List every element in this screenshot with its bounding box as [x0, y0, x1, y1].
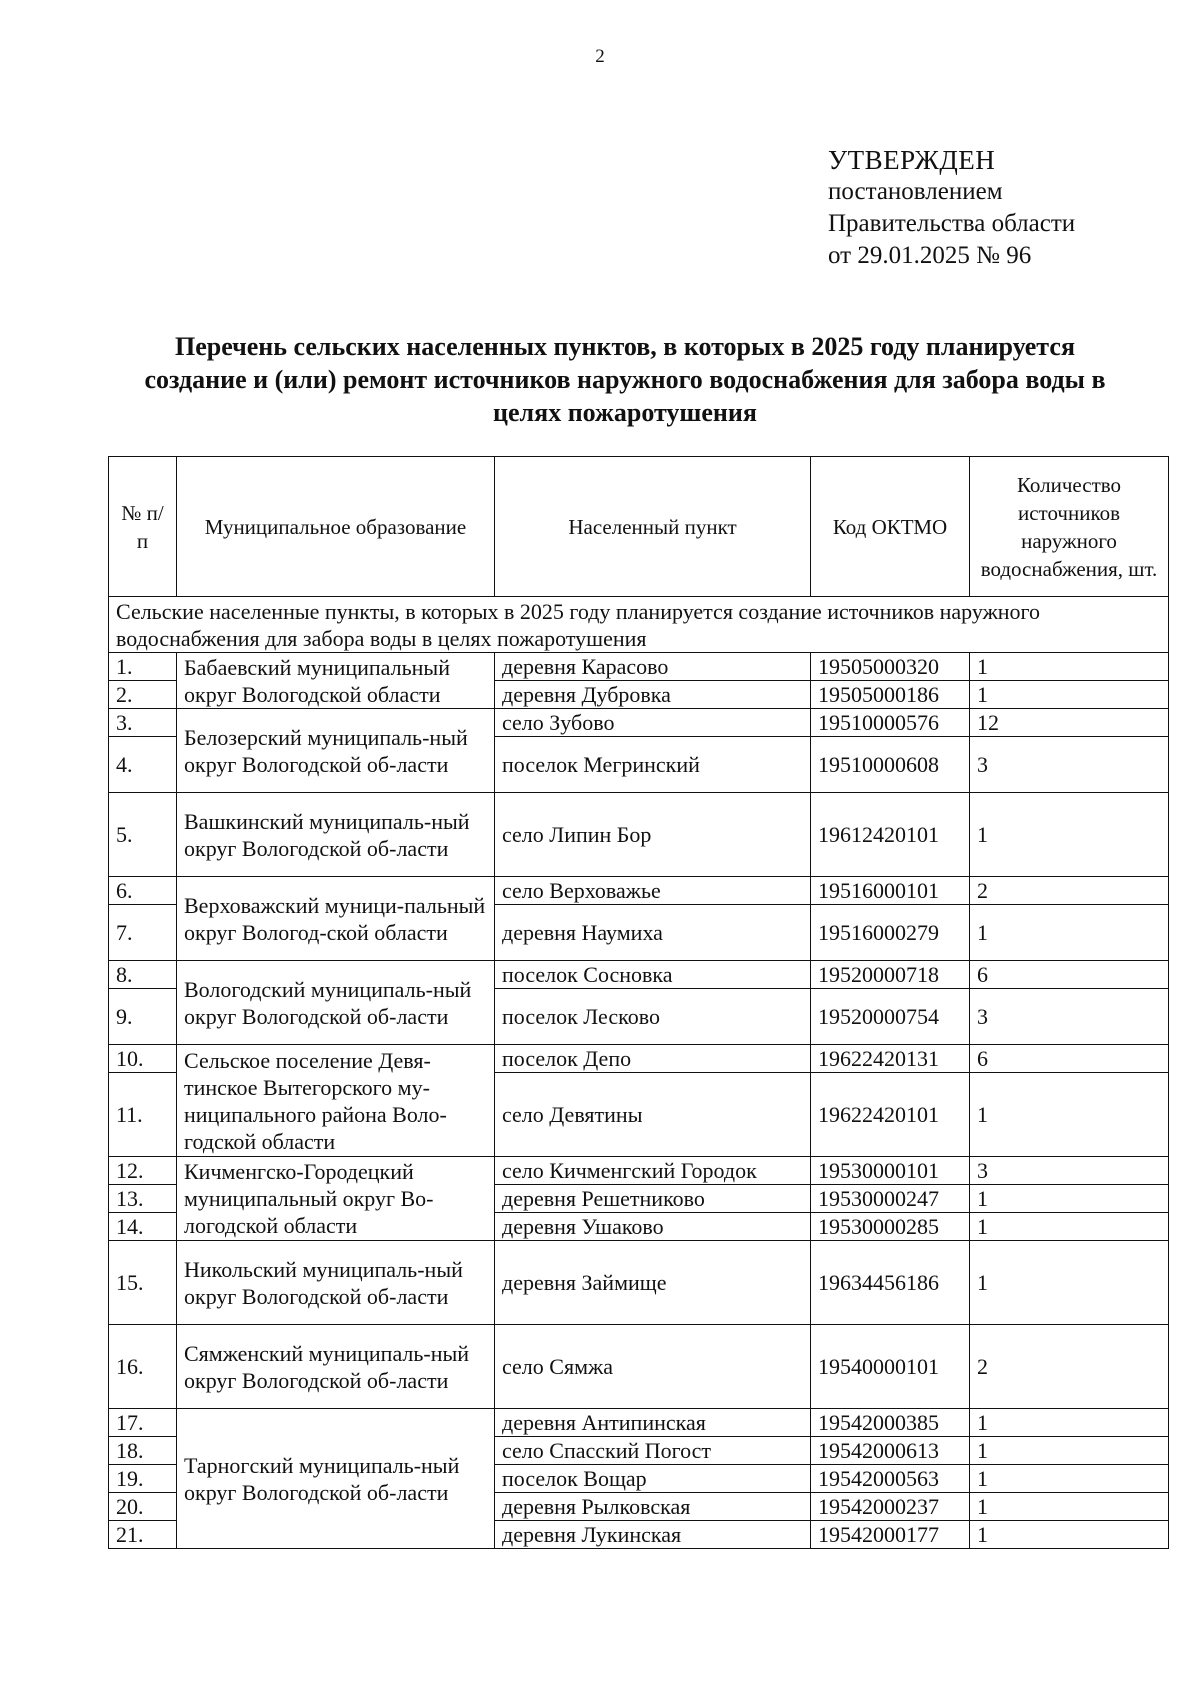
oktmo-cell: 19612420101 [811, 793, 970, 877]
count-cell: 1 [970, 1241, 1169, 1325]
count-cell: 12 [970, 709, 1169, 737]
document-title: Перечень сельских населенных пунктов, в которых в 2025 году планируется создание и (или) ремонт источников наружного водоснабжения для забора воды в целях пожаротушения [144, 332, 1106, 427]
header-num: № п/п [109, 457, 177, 597]
count-cell: 1 [970, 681, 1169, 709]
settlement-cell: деревня Рылковская [495, 1493, 811, 1521]
count-cell: 1 [970, 1493, 1169, 1521]
approval-line: постановлением [828, 178, 1003, 205]
row-num: 19. [109, 1465, 177, 1493]
settlements-table [108, 456, 1169, 1549]
settlement-cell: село Зубово [495, 709, 811, 737]
count-cell: 1 [970, 1073, 1169, 1157]
municipality-cell: Вологодский муниципаль-ный округ Вологодской об-ласти [177, 961, 495, 1045]
row-num: 17. [109, 1409, 177, 1437]
count-cell: 2 [970, 877, 1169, 905]
row-num: 3. [109, 709, 177, 737]
oktmo-cell: 19634456186 [811, 1241, 970, 1325]
count-cell: 3 [970, 1157, 1169, 1185]
municipality-cell: Белозерский муниципаль-ный округ Вологодской об-ласти [177, 709, 495, 793]
row-num: 11. [109, 1073, 177, 1157]
settlement-cell: поселок Сосновка [495, 961, 811, 989]
oktmo-cell: 19542000237 [811, 1493, 970, 1521]
header-settlement: Населенный пункт [495, 457, 811, 597]
row-num: 16. [109, 1325, 177, 1409]
count-cell: 3 [970, 737, 1169, 793]
row-num: 2. [109, 681, 177, 709]
oktmo-cell: 19542000563 [811, 1465, 970, 1493]
approval-line: от 29.01.2025 № 96 [828, 242, 1032, 269]
count-cell: 1 [970, 1465, 1169, 1493]
settlement-cell: деревня Антипинская [495, 1409, 811, 1437]
settlement-cell: поселок Лесково [495, 989, 811, 1045]
settlement-cell: деревня Дубровка [495, 681, 811, 709]
settlement-cell: деревня Решетниково [495, 1185, 811, 1213]
table-row [109, 1241, 1169, 1325]
header-oktmo: Код ОКТМО [811, 457, 970, 597]
settlement-cell: деревня Ушаково [495, 1213, 811, 1241]
approval-title: УТВЕРЖДЕН [828, 145, 996, 175]
oktmo-cell: 19520000718 [811, 961, 970, 989]
count-cell: 2 [970, 1325, 1169, 1409]
row-num: 18. [109, 1437, 177, 1465]
count-cell: 6 [970, 1045, 1169, 1073]
row-num: 10. [109, 1045, 177, 1073]
row-num: 14. [109, 1213, 177, 1241]
table-row [109, 1409, 1169, 1437]
table-row [109, 653, 1169, 681]
settlement-cell: село Кичменгский Городок [495, 1157, 811, 1185]
oktmo-cell: 19520000754 [811, 989, 970, 1045]
count-cell: 1 [970, 1409, 1169, 1437]
table-row [109, 709, 1169, 737]
page-number: 2 [595, 46, 605, 67]
oktmo-cell: 19530000247 [811, 1185, 970, 1213]
count-cell: 1 [970, 1213, 1169, 1241]
municipality-cell: Тарногский муниципаль-ный округ Вологодской об-ласти [177, 1409, 495, 1549]
oktmo-cell: 19510000608 [811, 737, 970, 793]
oktmo-cell: 19542000613 [811, 1437, 970, 1465]
count-cell: 1 [970, 1521, 1169, 1549]
municipality-cell: Сельское поселение Девя-тинское Вытегорского му-ниципального района Воло-годской области [177, 1045, 495, 1157]
table-row [109, 961, 1169, 989]
row-num: 9. [109, 989, 177, 1045]
oktmo-cell: 19505000320 [811, 653, 970, 681]
settlement-cell: село Верховажье [495, 877, 811, 905]
count-cell: 1 [970, 905, 1169, 961]
table-row [109, 1157, 1169, 1185]
settlement-cell: село Липин Бор [495, 793, 811, 877]
oktmo-cell: 19505000186 [811, 681, 970, 709]
oktmo-cell: 19622420131 [811, 1045, 970, 1073]
municipality-cell: Верховажский муници-пальный округ Вологод-ской области [177, 877, 495, 961]
settlement-cell: деревня Наумиха [495, 905, 811, 961]
table-header-row [109, 457, 1169, 597]
table-row [109, 1325, 1169, 1409]
oktmo-cell: 19516000279 [811, 905, 970, 961]
count-cell: 3 [970, 989, 1169, 1045]
oktmo-cell: 19510000576 [811, 709, 970, 737]
settlement-cell: поселок Вощар [495, 1465, 811, 1493]
settlement-cell: село Сямжа [495, 1325, 811, 1409]
count-cell: 1 [970, 653, 1169, 681]
settlement-cell: село Спасский Погост [495, 1437, 811, 1465]
row-num: 4. [109, 737, 177, 793]
row-num: 12. [109, 1157, 177, 1185]
header-count: Количество источников наружного водоснабжения, шт. [970, 457, 1169, 597]
oktmo-cell: 19542000385 [811, 1409, 970, 1437]
municipality-cell: Кичменгско-Городецкий муниципальный округ Во-логодской области [177, 1157, 495, 1241]
oktmo-cell: 19540000101 [811, 1325, 970, 1409]
settlement-cell: село Девятины [495, 1073, 811, 1157]
oktmo-cell: 19622420101 [811, 1073, 970, 1157]
header-municipality: Муниципальное образование [177, 457, 495, 597]
row-num: 13. [109, 1185, 177, 1213]
row-num: 15. [109, 1241, 177, 1325]
settlement-cell: поселок Мегринский [495, 737, 811, 793]
count-cell: 1 [970, 1437, 1169, 1465]
table-row [109, 877, 1169, 905]
row-num: 6. [109, 877, 177, 905]
municipality-cell: Бабаевский муниципальный округ Вологодской области [177, 653, 495, 709]
oktmo-cell: 19542000177 [811, 1521, 970, 1549]
row-num: 5. [109, 793, 177, 877]
approval-line: Правительства области [828, 210, 1076, 237]
oktmo-cell: 19530000285 [811, 1213, 970, 1241]
count-cell: 1 [970, 1185, 1169, 1213]
municipality-cell: Вашкинский муниципаль-ный округ Вологодской об-ласти [177, 793, 495, 877]
section-row [109, 597, 1169, 653]
count-cell: 6 [970, 961, 1169, 989]
row-num: 21. [109, 1521, 177, 1549]
oktmo-cell: 19516000101 [811, 877, 970, 905]
row-num: 8. [109, 961, 177, 989]
row-num: 1. [109, 653, 177, 681]
section-title: Сельские населенные пункты, в которых в 2025 году планируется создание источников наружного водоснабжения для забора воды в целях пожаротушения [109, 597, 1169, 653]
oktmo-cell: 19530000101 [811, 1157, 970, 1185]
settlement-cell: деревня Карасово [495, 653, 811, 681]
approval-block [828, 144, 1168, 272]
count-cell: 1 [970, 793, 1169, 877]
table-row [109, 1045, 1169, 1073]
municipality-cell: Никольский муниципаль-ный округ Вологодской об-ласти [177, 1241, 495, 1325]
settlement-cell: поселок Депо [495, 1045, 811, 1073]
table-row [109, 793, 1169, 877]
row-num: 7. [109, 905, 177, 961]
municipality-cell: Сямженский муниципаль-ный округ Вологодской об-ласти [177, 1325, 495, 1409]
row-num: 20. [109, 1493, 177, 1521]
settlement-cell: деревня Займище [495, 1241, 811, 1325]
settlement-cell: деревня Лукинская [495, 1521, 811, 1549]
